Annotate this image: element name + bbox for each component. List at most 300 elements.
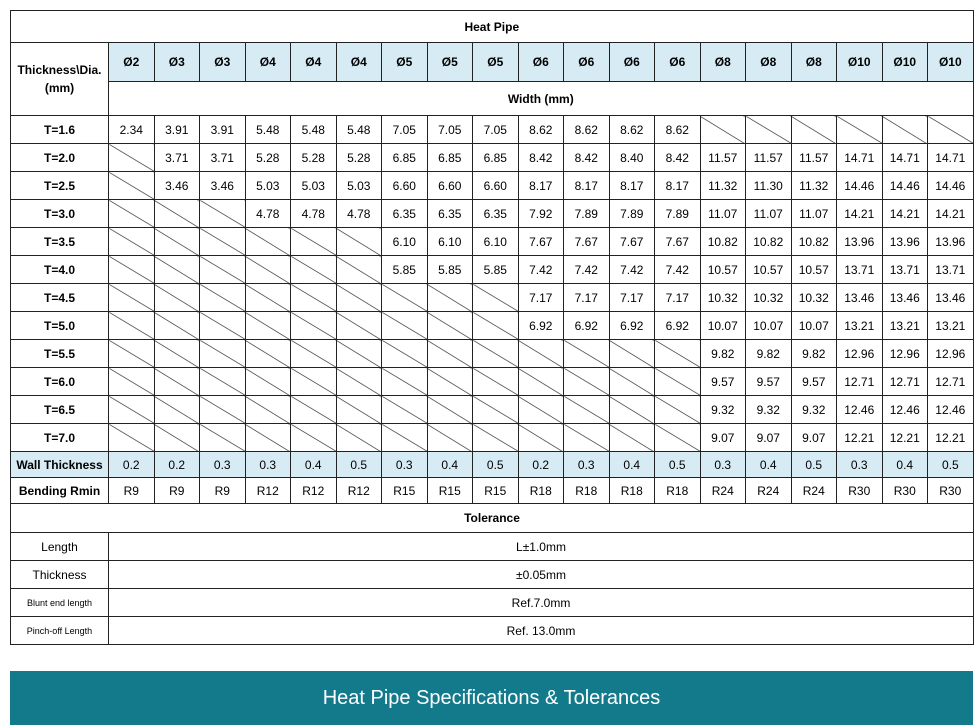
thickness-label: T=7.0	[11, 424, 109, 452]
not-available-cell	[245, 284, 291, 312]
not-available-cell	[427, 424, 473, 452]
diameter-header-cell: Ø5	[382, 43, 428, 82]
spec-sheet	[10, 10, 973, 645]
bending-label: Bending Rmin	[11, 478, 109, 504]
not-available-cell	[200, 256, 246, 284]
width-value-cell: 5.03	[336, 172, 382, 200]
tolerance-table	[10, 503, 974, 645]
width-value-cell: 11.57	[791, 144, 837, 172]
thickness-row	[11, 284, 974, 312]
width-value-cell: 13.96	[928, 228, 974, 256]
width-value-cell: 8.62	[609, 116, 655, 144]
thickness-row	[11, 424, 974, 452]
width-value-cell: 6.85	[427, 144, 473, 172]
width-value-cell: 8.17	[655, 172, 701, 200]
not-available-cell	[655, 396, 701, 424]
wall-thickness-label: Wall Thickness	[11, 452, 109, 478]
width-value-cell: 13.71	[837, 256, 883, 284]
width-value-cell: 7.17	[518, 284, 564, 312]
tolerance-row	[11, 533, 974, 561]
width-value-cell: 6.35	[382, 200, 428, 228]
width-value-cell: 6.60	[427, 172, 473, 200]
thickness-row	[11, 396, 974, 424]
diameter-header-cell: Ø5	[427, 43, 473, 82]
width-value-cell: 11.07	[700, 200, 746, 228]
not-available-cell	[291, 228, 337, 256]
not-available-cell	[336, 228, 382, 256]
width-value-cell: 10.57	[791, 256, 837, 284]
width-value-cell: 7.05	[382, 116, 428, 144]
width-value-cell: 6.85	[473, 144, 519, 172]
not-available-cell	[109, 284, 155, 312]
not-available-cell	[245, 228, 291, 256]
not-available-cell	[518, 396, 564, 424]
not-available-cell	[200, 284, 246, 312]
table-title: Heat Pipe	[11, 11, 974, 43]
thickness-label: T=2.0	[11, 144, 109, 172]
width-value-cell: 13.96	[882, 228, 928, 256]
not-available-cell	[518, 340, 564, 368]
width-value-cell: 14.21	[928, 200, 974, 228]
not-available-cell	[109, 312, 155, 340]
width-value-cell: 8.40	[609, 144, 655, 172]
width-value-cell: 8.17	[518, 172, 564, 200]
width-value-cell: 11.07	[791, 200, 837, 228]
width-value-cell: 11.32	[700, 172, 746, 200]
not-available-cell	[791, 116, 837, 144]
width-value-cell: 5.03	[245, 172, 291, 200]
thickness-row	[11, 116, 974, 144]
not-available-cell	[473, 396, 519, 424]
width-value-cell: 4.78	[336, 200, 382, 228]
width-value-cell: 8.42	[518, 144, 564, 172]
diameter-header-cell: Ø8	[746, 43, 792, 82]
thickness-row	[11, 144, 974, 172]
not-available-cell	[336, 424, 382, 452]
width-value-cell: 13.21	[837, 312, 883, 340]
width-value-cell: 7.89	[564, 200, 610, 228]
width-value-cell: 7.67	[655, 228, 701, 256]
not-available-cell	[109, 228, 155, 256]
not-available-cell	[564, 340, 610, 368]
width-value-cell: 14.21	[882, 200, 928, 228]
tolerance-label: Blunt end length	[11, 589, 109, 617]
wall-thickness-cell: 0.3	[382, 452, 428, 478]
not-available-cell	[109, 368, 155, 396]
width-value-cell: 10.07	[700, 312, 746, 340]
tolerance-table-body	[11, 504, 974, 645]
diameter-header-cell: Ø8	[791, 43, 837, 82]
not-available-cell	[245, 312, 291, 340]
width-value-cell: 8.62	[518, 116, 564, 144]
width-value-cell: 4.78	[245, 200, 291, 228]
width-value-cell: 10.32	[791, 284, 837, 312]
diameter-header-cell: Ø2	[109, 43, 155, 82]
diameter-header-cell: Ø6	[655, 43, 701, 82]
not-available-cell	[291, 424, 337, 452]
not-available-cell	[109, 172, 155, 200]
thickness-label: T=6.0	[11, 368, 109, 396]
width-value-cell: 7.89	[609, 200, 655, 228]
tolerance-row	[11, 589, 974, 617]
wall-thickness-cell: 0.4	[609, 452, 655, 478]
thickness-label: T=3.5	[11, 228, 109, 256]
width-value-cell: 10.57	[700, 256, 746, 284]
not-available-cell	[200, 396, 246, 424]
bending-radius-cell: R24	[746, 478, 792, 504]
bending-radius-cell: R30	[882, 478, 928, 504]
wall-thickness-cell: 0.3	[245, 452, 291, 478]
not-available-cell	[609, 368, 655, 396]
tolerance-row	[11, 561, 974, 589]
not-available-cell	[154, 256, 200, 284]
width-value-cell: 11.57	[700, 144, 746, 172]
diameter-header-cell: Ø5	[473, 43, 519, 82]
width-value-cell: 8.17	[564, 172, 610, 200]
not-available-cell	[382, 368, 428, 396]
width-value-cell: 12.71	[837, 368, 883, 396]
diameter-header-cell: Ø6	[564, 43, 610, 82]
width-value-cell: 6.60	[382, 172, 428, 200]
width-value-cell: 7.05	[427, 116, 473, 144]
not-available-cell	[336, 256, 382, 284]
width-value-cell: 12.96	[928, 340, 974, 368]
width-value-cell: 12.71	[928, 368, 974, 396]
thickness-row	[11, 228, 974, 256]
wall-thickness-cell: 0.2	[109, 452, 155, 478]
diameter-header-cell: Ø10	[837, 43, 883, 82]
bending-radius-cell: R9	[109, 478, 155, 504]
diameter-header-cell: Ø3	[200, 43, 246, 82]
thickness-row	[11, 340, 974, 368]
width-value-cell: 7.67	[564, 228, 610, 256]
bending-radius-cell: R12	[336, 478, 382, 504]
wall-thickness-cell: 0.4	[427, 452, 473, 478]
width-value-cell: 12.46	[882, 396, 928, 424]
not-available-cell	[291, 284, 337, 312]
not-available-cell	[109, 144, 155, 172]
width-value-cell: 8.62	[564, 116, 610, 144]
width-value-cell: 11.30	[746, 172, 792, 200]
width-value-cell: 5.48	[245, 116, 291, 144]
width-value-cell: 7.17	[609, 284, 655, 312]
width-value-cell: 13.71	[882, 256, 928, 284]
width-value-cell: 4.78	[291, 200, 337, 228]
not-available-cell	[427, 368, 473, 396]
width-value-cell: 5.28	[291, 144, 337, 172]
width-value-cell: 14.46	[928, 172, 974, 200]
not-available-cell	[200, 424, 246, 452]
tolerance-value: L±1.0mm	[109, 533, 974, 561]
not-available-cell	[154, 368, 200, 396]
wall-thickness-cell: 0.5	[336, 452, 382, 478]
width-value-cell: 12.71	[882, 368, 928, 396]
thickness-row	[11, 368, 974, 396]
diameter-header-row	[11, 43, 974, 82]
width-value-cell: 14.71	[837, 144, 883, 172]
width-value-cell: 13.21	[882, 312, 928, 340]
tolerance-value: ±0.05mm	[109, 561, 974, 589]
not-available-cell	[518, 424, 564, 452]
bending-radius-cell: R18	[564, 478, 610, 504]
thickness-row	[11, 200, 974, 228]
not-available-cell	[655, 340, 701, 368]
not-available-cell	[427, 284, 473, 312]
not-available-cell	[609, 340, 655, 368]
width-value-cell: 8.42	[564, 144, 610, 172]
not-available-cell	[336, 396, 382, 424]
diameter-header-cell: Ø10	[882, 43, 928, 82]
width-value-cell: 14.71	[882, 144, 928, 172]
not-available-cell	[200, 200, 246, 228]
width-value-cell: 12.96	[837, 340, 883, 368]
width-value-cell: 13.46	[882, 284, 928, 312]
width-value-cell: 6.10	[382, 228, 428, 256]
width-value-cell: 13.46	[837, 284, 883, 312]
width-value-cell: 6.92	[564, 312, 610, 340]
tolerance-label: Thickness	[11, 561, 109, 589]
width-value-cell: 8.62	[655, 116, 701, 144]
width-value-cell: 9.82	[746, 340, 792, 368]
not-available-cell	[291, 256, 337, 284]
diameter-header-cell: Ø4	[291, 43, 337, 82]
not-available-cell	[473, 284, 519, 312]
bending-radius-cell: R18	[655, 478, 701, 504]
not-available-cell	[154, 228, 200, 256]
width-value-cell: 6.35	[473, 200, 519, 228]
bending-radius-cell: R18	[609, 478, 655, 504]
tolerance-label: Length	[11, 533, 109, 561]
width-value-cell: 6.10	[427, 228, 473, 256]
width-value-cell: 10.32	[746, 284, 792, 312]
not-available-cell	[336, 312, 382, 340]
footer-banner: Heat Pipe Specifications & Tolerances	[10, 671, 973, 725]
width-value-cell: 5.28	[245, 144, 291, 172]
width-value-cell: 7.05	[473, 116, 519, 144]
not-available-cell	[427, 312, 473, 340]
width-value-cell: 12.21	[882, 424, 928, 452]
bending-radius-cell: R15	[382, 478, 428, 504]
width-value-cell: 10.82	[791, 228, 837, 256]
width-value-cell: 13.21	[928, 312, 974, 340]
width-value-cell: 6.92	[655, 312, 701, 340]
width-value-cell: 7.42	[609, 256, 655, 284]
width-value-cell: 7.89	[655, 200, 701, 228]
not-available-cell	[154, 396, 200, 424]
width-value-cell: 11.32	[791, 172, 837, 200]
thickness-label: T=1.6	[11, 116, 109, 144]
width-value-cell: 8.42	[655, 144, 701, 172]
width-value-cell: 5.85	[427, 256, 473, 284]
wall-thickness-cell: 0.5	[928, 452, 974, 478]
width-value-cell: 7.42	[655, 256, 701, 284]
diameter-header-cell: Ø6	[518, 43, 564, 82]
heat-pipe-table	[10, 10, 974, 504]
not-available-cell	[336, 368, 382, 396]
not-available-cell	[655, 424, 701, 452]
not-available-cell	[200, 368, 246, 396]
width-value-cell: 3.71	[154, 144, 200, 172]
width-value-cell: 9.32	[700, 396, 746, 424]
width-value-cell: 10.32	[700, 284, 746, 312]
not-available-cell	[882, 116, 928, 144]
width-value-cell: 5.28	[336, 144, 382, 172]
width-value-cell: 7.17	[655, 284, 701, 312]
not-available-cell	[382, 396, 428, 424]
width-value-cell: 14.46	[837, 172, 883, 200]
wall-thickness-cell: 0.3	[200, 452, 246, 478]
width-value-cell: 12.46	[928, 396, 974, 424]
thickness-label: T=2.5	[11, 172, 109, 200]
not-available-cell	[154, 312, 200, 340]
not-available-cell	[291, 368, 337, 396]
not-available-cell	[245, 368, 291, 396]
wall-thickness-cell: 0.4	[746, 452, 792, 478]
thickness-label: T=6.5	[11, 396, 109, 424]
not-available-cell	[245, 340, 291, 368]
thickness-label: T=3.0	[11, 200, 109, 228]
width-value-cell: 3.91	[200, 116, 246, 144]
width-value-cell: 13.96	[837, 228, 883, 256]
width-value-cell: 7.42	[518, 256, 564, 284]
thickness-row	[11, 312, 974, 340]
diameter-header-cell: Ø4	[245, 43, 291, 82]
width-value-cell: 6.85	[382, 144, 428, 172]
thickness-label: T=5.5	[11, 340, 109, 368]
tolerance-value: Ref.7.0mm	[109, 589, 974, 617]
wall-thickness-cell: 0.3	[564, 452, 610, 478]
not-available-cell	[109, 200, 155, 228]
bending-radius-cell: R15	[473, 478, 519, 504]
thickness-row	[11, 172, 974, 200]
not-available-cell	[655, 368, 701, 396]
width-value-cell: 6.60	[473, 172, 519, 200]
width-value-cell: 5.48	[336, 116, 382, 144]
thickness-label: T=5.0	[11, 312, 109, 340]
not-available-cell	[200, 228, 246, 256]
not-available-cell	[245, 424, 291, 452]
bending-radius-cell: R12	[291, 478, 337, 504]
not-available-cell	[109, 396, 155, 424]
not-available-cell	[154, 424, 200, 452]
wall-thickness-cell: 0.3	[700, 452, 746, 478]
bending-radius-cell: R24	[791, 478, 837, 504]
not-available-cell	[382, 340, 428, 368]
not-available-cell	[427, 340, 473, 368]
diameter-header-cell: Ø6	[609, 43, 655, 82]
not-available-cell	[154, 200, 200, 228]
bending-radius-cell: R15	[427, 478, 473, 504]
width-value-cell: 5.48	[291, 116, 337, 144]
tolerance-row	[11, 617, 974, 645]
width-value-cell: 6.92	[518, 312, 564, 340]
width-value-cell: 2.34	[109, 116, 155, 144]
not-available-cell	[518, 368, 564, 396]
width-value-cell: 3.71	[200, 144, 246, 172]
width-value-cell: 6.92	[609, 312, 655, 340]
bending-radius-cell: R24	[700, 478, 746, 504]
width-value-cell: 5.03	[291, 172, 337, 200]
not-available-cell	[291, 340, 337, 368]
width-value-cell: 7.67	[609, 228, 655, 256]
wall-thickness-cell: 0.5	[791, 452, 837, 478]
width-value-cell: 9.07	[700, 424, 746, 452]
thickness-row	[11, 256, 974, 284]
bending-radius-cell: R30	[837, 478, 883, 504]
wall-thickness-cell: 0.2	[154, 452, 200, 478]
width-value-cell: 9.32	[791, 396, 837, 424]
diameter-header-cell: Ø3	[154, 43, 200, 82]
not-available-cell	[609, 424, 655, 452]
width-value-cell: 13.46	[928, 284, 974, 312]
width-value-cell: 10.82	[746, 228, 792, 256]
width-value-cell: 11.57	[746, 144, 792, 172]
not-available-cell	[382, 284, 428, 312]
width-value-cell: 12.21	[837, 424, 883, 452]
not-available-cell	[564, 368, 610, 396]
not-available-cell	[109, 340, 155, 368]
wall-thickness-cell: 0.5	[655, 452, 701, 478]
not-available-cell	[564, 424, 610, 452]
wall-thickness-row	[11, 452, 974, 478]
bending-radius-cell: R9	[154, 478, 200, 504]
width-value-cell: 5.85	[473, 256, 519, 284]
width-value-cell: 13.71	[928, 256, 974, 284]
not-available-cell	[336, 340, 382, 368]
width-value-cell: 6.35	[427, 200, 473, 228]
diameter-header-cell: Ø10	[928, 43, 974, 82]
width-header: Width (mm)	[109, 82, 974, 116]
width-value-cell: 10.07	[746, 312, 792, 340]
not-available-cell	[609, 396, 655, 424]
tolerance-value: Ref. 13.0mm	[109, 617, 974, 645]
width-value-cell: 14.21	[837, 200, 883, 228]
width-value-cell: 9.82	[700, 340, 746, 368]
diameter-header-cell: Ø8	[700, 43, 746, 82]
width-value-cell: 3.91	[154, 116, 200, 144]
row-header: Thickness\Dia. (mm)	[11, 43, 109, 116]
width-value-cell: 7.67	[518, 228, 564, 256]
not-available-cell	[473, 368, 519, 396]
width-value-cell: 10.07	[791, 312, 837, 340]
not-available-cell	[837, 116, 883, 144]
not-available-cell	[200, 340, 246, 368]
wall-thickness-cell: 0.3	[837, 452, 883, 478]
bending-radius-cell: R12	[245, 478, 291, 504]
width-value-cell: 9.32	[746, 396, 792, 424]
width-value-cell: 9.57	[746, 368, 792, 396]
not-available-cell	[154, 340, 200, 368]
width-value-cell: 3.46	[200, 172, 246, 200]
width-value-cell: 14.71	[928, 144, 974, 172]
width-value-cell: 12.96	[882, 340, 928, 368]
not-available-cell	[200, 312, 246, 340]
not-available-cell	[154, 284, 200, 312]
width-value-cell: 11.07	[746, 200, 792, 228]
width-value-cell: 9.07	[746, 424, 792, 452]
wall-thickness-cell: 0.2	[518, 452, 564, 478]
thickness-label: T=4.0	[11, 256, 109, 284]
width-value-cell: 10.82	[700, 228, 746, 256]
width-value-cell: 9.82	[791, 340, 837, 368]
not-available-cell	[473, 340, 519, 368]
not-available-cell	[564, 396, 610, 424]
not-available-cell	[109, 424, 155, 452]
wall-thickness-cell: 0.4	[291, 452, 337, 478]
wall-thickness-cell: 0.5	[473, 452, 519, 478]
not-available-cell	[109, 256, 155, 284]
tolerance-label: Pinch-off Length	[11, 617, 109, 645]
